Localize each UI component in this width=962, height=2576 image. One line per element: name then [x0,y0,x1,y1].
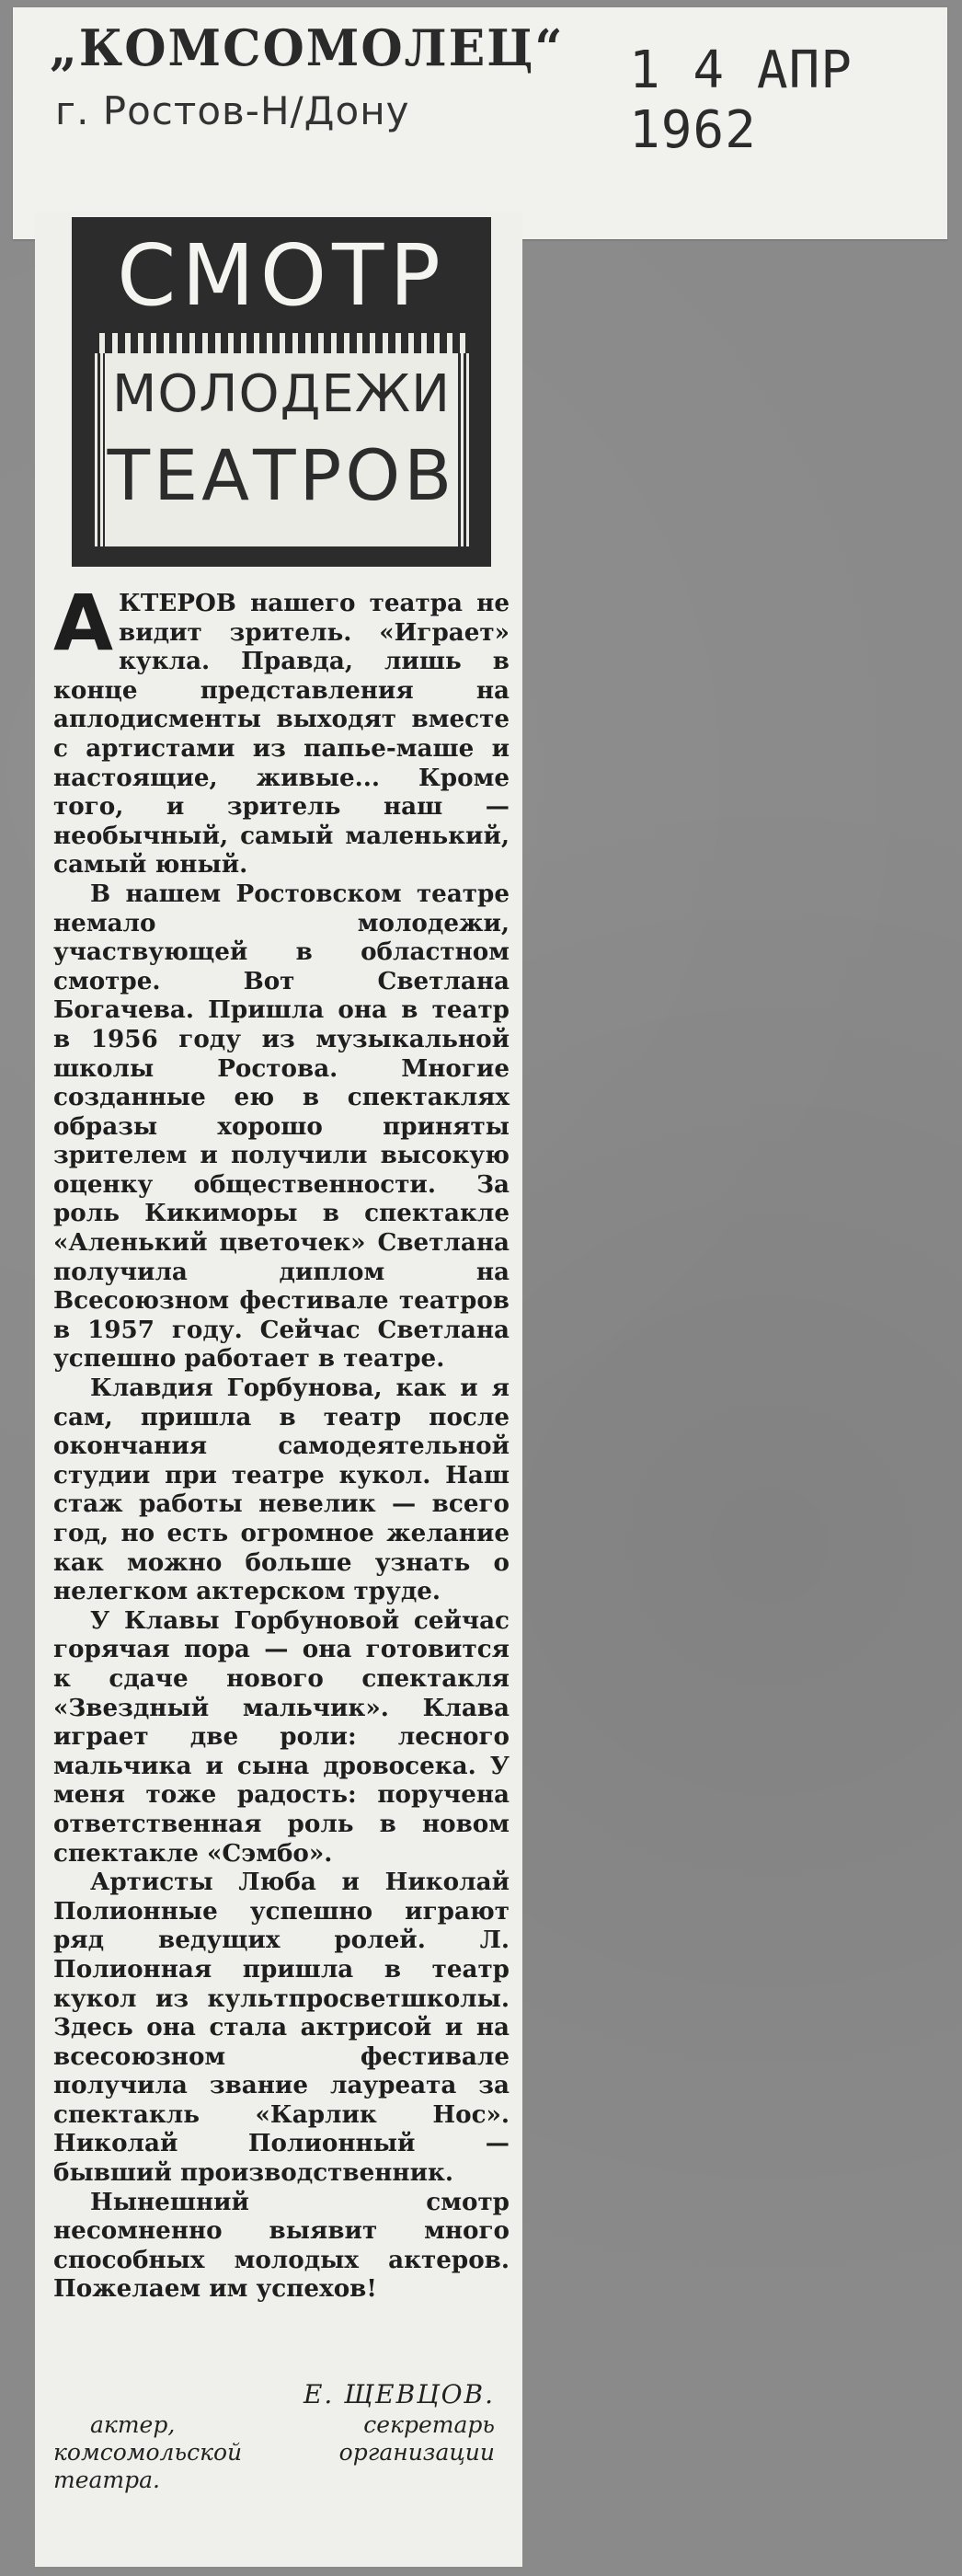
author-role: актер, секретарь комсомольской организации театра. [53,2411,495,2493]
paragraph-3: Клавдия Горбунова, как и я сам, пришла в театр после окончания самодеятельной студии при театре кукол. Наш стаж работы невелик — всего год, но есть огромное желание как можно больше узнать о нелегком актерском труде. [53,1374,510,1606]
paragraph-5: Артисты Люба и Николай Полионные успешно играют ряд ведущих ролей. Л. Полионная пришла в театр кукол из культпросветшколы. Здесь она стала актрисой и на всесоюзном фестивале получила звание лауреата за спектакль «Карлик Нос». Николай Полионный — бывший производственник. [53,1868,510,2188]
headline-stage-panel [92,333,471,546]
paragraph-1: АКТЕРОВ нашего театра не видит зритель. «Играет» кукла. Правда, лишь в конце представления на аплодисменты выходят вместе с артистами из папье-маше и настоящие, живые... Кроме того, и зритель наш — необычный, самый маленький, самый юный. [53,578,510,880]
article-body [53,578,510,2304]
author-name: Е. ЩЕВЦОВ. [303,2379,495,2409]
headline-top: СМОТР [117,226,446,325]
newspaper-stamp [13,7,947,239]
paragraph-6: Нынешний смотр несомненно выявит много способных молодых актеров. Пожелаем им успехов! [53,2187,510,2304]
signature-block [53,2379,495,2494]
date-stamp: 1 4 АПР 1962 [629,40,853,160]
headline-block [72,217,491,567]
newspaper-title: „КОМСОМОЛЕЦ“ [50,18,565,78]
newspaper-city: г. Ростов-Н/Дону [55,88,410,133]
headline-middle: МОЛОДЕЖИ [112,364,451,424]
drop-cap: А [53,578,114,668]
headline-bottom: ТЕАТРОВ [107,434,456,516]
paragraph-4: У Клавы Горбуновой сейчас горячая пора — она готовится к сдаче нового спектакля «Звездный мальчик». Клава играет две роли: лесного мальчика и сына дровосека. У меня тоже радость: поручена ответственная роль в новом спектакле «Сэмбо». [53,1605,510,1868]
curtain-decoration [92,333,471,353]
paragraph-2: В нашем Ростовском театре немало молодежи, участвующей в областном смотре. Вот Светлана Богачева. Пришла она в театр в 1956 году из музыкальной школы Ростова. Многие созданные ею в спектаклях образы хорошо приняты зрителем и получили высокую оценку общественности. За роль Кикиморы в спектакле «Аленький цветочек» Светлана получила диплом на Всесоюзном фестивале театров в 1957 году. Сейчас Светлана успешно работает в театре. [53,879,510,1374]
